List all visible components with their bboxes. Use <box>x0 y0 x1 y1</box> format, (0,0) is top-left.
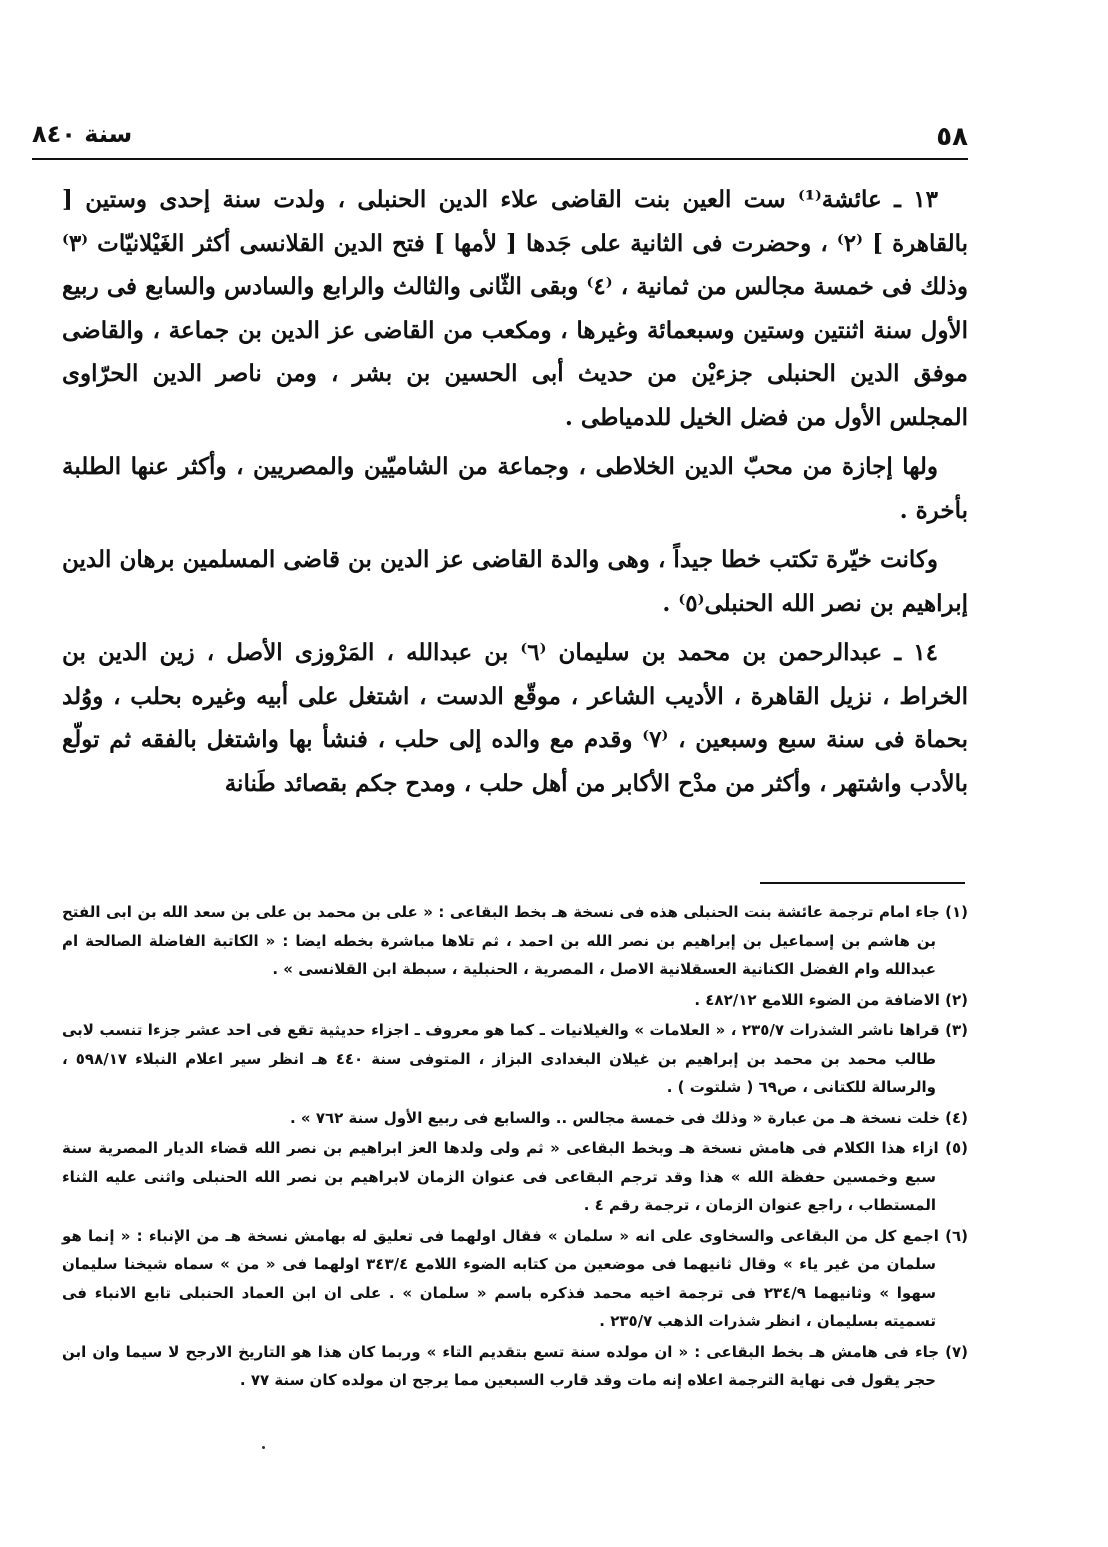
paragraph-abdulrahman-entry: ١٤ ـ عبدالرحمن بن محمد بن سليمان ⁽٦⁾ بن عبدالله ، المَرْوزى الأصل ، زين الدين بن الخراط ، نزيل القاهرة ، الأديب الشاعر ، موقّع الدست ، اشتغل على أبيه وغيره بحلب ، ووُلد بحماة فى سنة سبع وسبعين ، ⁽٧⁾ وقدم مع والده إلى حلب ، فنشأ بها واشتغل بالفقه ثم تولّع بالأدب واشتهر ، وأكثر من مدْح الأكابر من أهل حلب ، ومدح جكم بقصائد طَنانة <box>62 639 968 797</box>
main-text <box>62 178 968 811</box>
footnotes <box>62 898 968 1397</box>
footnote-1: (١) جاء امام ترجمة عائشة بنت الحنبلى هذه فى نسخة هـ بخط البقاعى : « على بن محمد بن على بن سعد الله بن ابى الفتح بن هاشم بن إسماعيل بن إبراهيم بن نصر الله بن احمد ، ثم تلاها مباشرة بخطه ايضا : « الكاتبة الفاضلة الصالحة ام عبدالله وام الفضل الكنانية العسقلانية الاصل ، المصرية ، الحنبلية ، سبطة ابن القلانسى » . <box>62 903 968 978</box>
paragraph-ijaza: ولها إجازة من محبّ الدين الخلاطى ، وجماعة من الشاميّين والمصريين ، وأكثر عنها الطلبة بأخرة . <box>62 453 968 524</box>
page-number: ٥٨ <box>936 122 968 152</box>
page-header <box>32 118 968 158</box>
header-divider <box>32 158 968 160</box>
paragraph-handwriting: وكانت خيّرة تكتب خطا جيداً ، وهى والدة القاضى عز الدين بن قاضى المسلمين برهان الدين إبراهيم بن نصر الله الحنبلى⁽٥⁾ . <box>62 546 968 617</box>
footnote-5: (٥) ازاء هذا الكلام فى هامش نسخة هـ وبخط البقاعى « ثم ولى ولدها العز ابراهيم بن نصر الله قضاء الديار المصرية سنة سبع وخمسين حفظة الله » هذا وقد ترجم البقاعى فى عنوان الزمان لابراهيم بن نصر الله الحنبلى واثنى عليه الثناء المستطاب ، راجع عنوان الزمان ، ترجمة رقم ٤ . <box>62 1139 968 1214</box>
scan-speck <box>262 1446 265 1449</box>
running-title: سنة ٨٤٠ <box>32 120 133 148</box>
footnote-2: (٢) الاضافة من الضوء اللامع ٤٨٢/١٢ . <box>694 990 968 1009</box>
footnote-3: (٣) قراها ناشر الشذرات ٢٣٥/٧ ، « العلامات » والغيلانيات ـ كما هو معروف ـ اجزاء حديثية تقع فى احد عشر جزءا تنسب لابى طالب محمد بن محمد بن إبراهيم بن غيلان البغدادى البزاز ، المتوفى سنة ٤٤٠ هـ انظر سير اعلام النبلاء ٥٩٨/١٧ ، والرسالة للكتانى ، ص٦٩ ( شلتوت ) . <box>62 1021 968 1096</box>
paragraph-aisha-entry: ١٣ ـ عائشة⁽¹⁾ ست العين بنت القاضى علاء الدين الحنبلى ، ولدت سنة إحدى وستين [ بالقاهرة ] ⁽٢⁾ ، وحضرت فى الثانية على جَدها [ لأمها ] فتح الدين القلانسى أكثر الغَيْلانيّات ⁽٣⁾ وذلك فى خمسة مجالس من ثمانية ، ⁽٤⁾ وبقى الثّانى والثالث والرابع والسادس والسابع فى ربيع الأول سنة اثنتين وستين وسبعمائة وغيرها ، ومكعب من القاضى عز الدين بن جماعة ، والقاضى موفق الدين الحنبلى جزءيْن من حديث أبى الحسين بن بشر ، ومن ناصر الدين الحرّاوى المجلس الأول من فضل الخيل للدمياطى . <box>62 186 968 431</box>
footnote-7: (٧) جاء فى هامش هـ بخط البقاعى : « ان مولده سنة تسع بتقديم التاء » وربما كان هذا هو التاريخ الارجح لا سيما وان ابن حجر يقول فى نهاية الترجمة اعلاه إنه مات وقد قارب السبعين مما يرجح ان مولده كان سنة ٧٧ . <box>62 1342 968 1389</box>
footnote-4: (٤) خلت نسخة هـ من عبارة « وذلك فى خمسة مجالس .. والسابع فى ربيع الأول سنة ٧٦٢ » . <box>289 1108 968 1127</box>
footnote-6: (٦) اجمع كل من البقاعى والسخاوى على انه « سلمان » فقال اولهما فى تعليق له بهامش نسخة هـ من الإنباء : « إنما هو سلمان من غير ياء » وقال ثانيهما فى موضعين من كتابه الضوء اللامع ٣٤٣/٤ اولهما فى « من » سماه شيخنا سليمان سهوا » وثانيهما ٢٣٤/٩ فى ترجمة اخيه محمد فذكره باسم « سلمان » . على ان ابن العماد الحنبلى تابع الانباء فى تسميته بسليمان ، انظر شذرات الذهب ٢٣٥/٧ . <box>62 1226 968 1330</box>
footnote-divider <box>760 882 965 884</box>
